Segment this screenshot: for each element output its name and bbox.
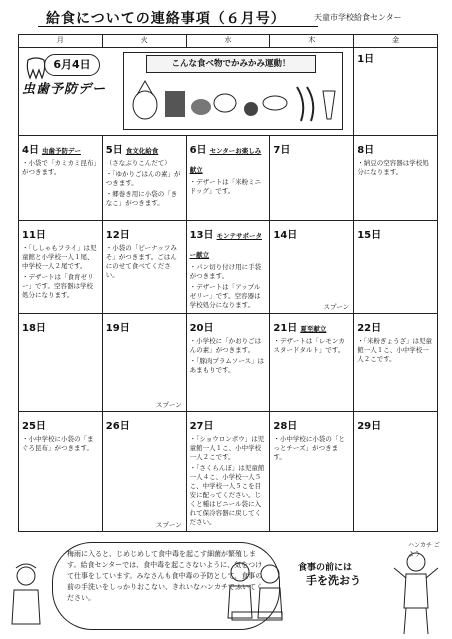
menu-event-label: 虫歯予防デー — [41, 146, 81, 155]
weekday-header-row — [19, 35, 438, 48]
day-cell — [186, 314, 270, 412]
menu-note: ・小中学校に小袋の「まぐろ昆布」がつきます。 — [22, 435, 94, 453]
cavity-day-banner — [22, 52, 117, 112]
day-cell — [102, 314, 186, 412]
menu-note: ・「ししゃもフライ」は児童館と小学校一人１尾、中学校一人２尾です。 — [22, 243, 97, 270]
footer — [0, 532, 452, 639]
banner-date: 6月4日 — [44, 54, 100, 76]
week-row — [19, 135, 438, 220]
day-number: 14日 — [273, 229, 298, 241]
day-number: 27日 — [189, 421, 214, 433]
menu-note: ・「豚肉プラムソース」はあまもりです。 — [189, 357, 264, 375]
cook-figure-icon — [6, 562, 46, 632]
menu-event-label: センターお楽しみ献立 — [189, 146, 262, 174]
menu-note: ・「米粉ぎょうざ」は児童館一人１こ、小中学校一人２こです。 — [357, 337, 432, 364]
weekday-wed: 水 — [186, 35, 270, 48]
day-cell — [270, 314, 354, 412]
day-number: 11日 — [22, 229, 46, 241]
wash-hands-line2: 手を洗おう — [306, 574, 361, 587]
tooth-icon — [24, 56, 48, 80]
day-cell — [186, 412, 270, 532]
menu-event-label: モンテサポーター献立 — [189, 231, 263, 259]
day-cell — [354, 135, 438, 220]
menu-note: ・納豆の空容器は学校処分になります。 — [357, 158, 429, 176]
day-cell — [354, 412, 438, 532]
header — [16, 6, 438, 30]
day-cell — [186, 220, 270, 314]
hankachi-label: ハンカチ ごよう — [408, 542, 440, 558]
menu-note: ・「ゆかりごはんの素」がつきます。 — [105, 169, 181, 187]
day-cell — [102, 135, 186, 220]
menu-event-label: 夏至献立 — [300, 325, 327, 334]
spoon-note: スプーン — [323, 303, 350, 312]
spoon-note: スプーン — [155, 521, 182, 529]
food-poisoning-message: 梅雨に入ると、じめじめして食中毒を起こす細菌が繁殖します。給食センターでは、食中毒を起こさないように、気をつけて仕事をしています。みなさんも食中毒の予防として、食事の前の手洗いをしっかりおこない、きれいなハンカチでふいてください。 — [52, 542, 280, 630]
day-number: 29日 — [357, 421, 382, 433]
week-row — [19, 48, 438, 135]
day-cell — [19, 314, 103, 412]
day-cell — [270, 135, 354, 220]
day-number: 13日 — [189, 229, 214, 241]
menu-note: ・郷巻き用に小袋の「きなこ」がつきます。 — [105, 189, 178, 207]
weekday-mon: 月 — [19, 35, 103, 48]
day-number: 7日 — [273, 144, 291, 156]
day-cell — [354, 220, 438, 314]
day-number: 12日 — [105, 229, 130, 241]
day-number: 1日 — [357, 54, 375, 66]
menu-note: ・デザートは「米粉ミニドッグ」です。 — [189, 177, 262, 195]
menu-note: ・デザートは「レモンカスタードタルト」です。 — [273, 337, 345, 355]
chewing-foods-panel — [123, 52, 343, 130]
menu-note: ・小袋の「ピーナッツみそ」がつきます。ごはんにのせて食べてください。 — [105, 243, 177, 279]
banner-cell — [19, 48, 354, 135]
menu-note: ・小袋で「カミカミ昆布」がつきます。 — [22, 158, 97, 176]
day-number: 21日 — [273, 323, 298, 335]
day-cell — [19, 135, 103, 220]
day-number: 19日 — [105, 323, 130, 335]
weekday-fri: 金 — [354, 35, 438, 48]
week-row — [19, 412, 438, 532]
day-cell — [102, 412, 186, 532]
day-number: 5日 — [105, 144, 123, 156]
day-number: 25日 — [22, 421, 46, 433]
menu-note: ・「さくらんぼ」は児童館一人４こ、小学校一人５こ、中学校一人５こを目安に配ってください。じくと種はビニール袋に入れて保冷容器に戻してください。 — [189, 464, 265, 527]
day-cell-1 — [354, 48, 438, 135]
day-cell — [19, 412, 103, 532]
day-number: 20日 — [189, 323, 214, 335]
day-number: 4日 — [22, 144, 39, 156]
menu-note: ・デザートは「食育ゼリー」です。空容器は学校処分になります。 — [22, 272, 94, 299]
day-cell — [270, 220, 354, 314]
menu-note: ・「ショウロンポウ」は児童館一人１こ、小中学校一人２こです。 — [189, 435, 265, 462]
title-underline — [38, 26, 318, 27]
calendar-table — [18, 34, 438, 532]
weekday-thu: 木 — [270, 35, 354, 48]
day-number: 26日 — [105, 421, 130, 433]
weekday-tue: 火 — [102, 35, 186, 48]
day-number: 22日 — [357, 323, 382, 335]
day-cell — [354, 314, 438, 412]
handwashing-kids-icon — [222, 556, 292, 626]
boy-handkerchief-icon — [392, 548, 442, 638]
week-row — [19, 220, 438, 314]
menu-note: ・小中学校に小袋の「とっとチーズ」がつきます。 — [273, 435, 345, 462]
week-row — [19, 314, 438, 412]
day-number: 15日 — [357, 229, 382, 241]
wash-hands-line1: 食事の前には — [298, 563, 353, 573]
spoon-note: スプーン — [155, 401, 182, 410]
day-cell — [270, 412, 354, 532]
center-name: 天童市学校給食センター — [314, 13, 402, 22]
menu-note: ・デザートは「アップルゼリー」です。空容器は学校処分になります。 — [189, 282, 261, 309]
menu-event-label: 食文化給食 — [125, 146, 159, 155]
day-number: 6日 — [189, 144, 207, 156]
day-cell — [102, 220, 186, 314]
banner-title: 虫歯予防デー — [22, 82, 107, 98]
menu-note: （さなぶりこんだて） — [105, 158, 171, 167]
food-illustrations-icon — [125, 73, 341, 127]
day-number: 8日 — [357, 144, 375, 156]
menu-note: ・パン切り付け用に手袋がつきます。 — [189, 262, 262, 280]
page-title: 給食についての連絡事項（６月号） — [46, 11, 286, 27]
day-number: 28日 — [273, 421, 298, 433]
day-cell — [186, 135, 270, 220]
day-cell — [19, 220, 103, 314]
menu-note: ・小学校に「かおりごはんの素」がつきます。 — [189, 337, 262, 355]
day-number: 18日 — [22, 323, 46, 335]
panel-title: こんな食べ物でかみかみ運動！ — [146, 55, 316, 73]
